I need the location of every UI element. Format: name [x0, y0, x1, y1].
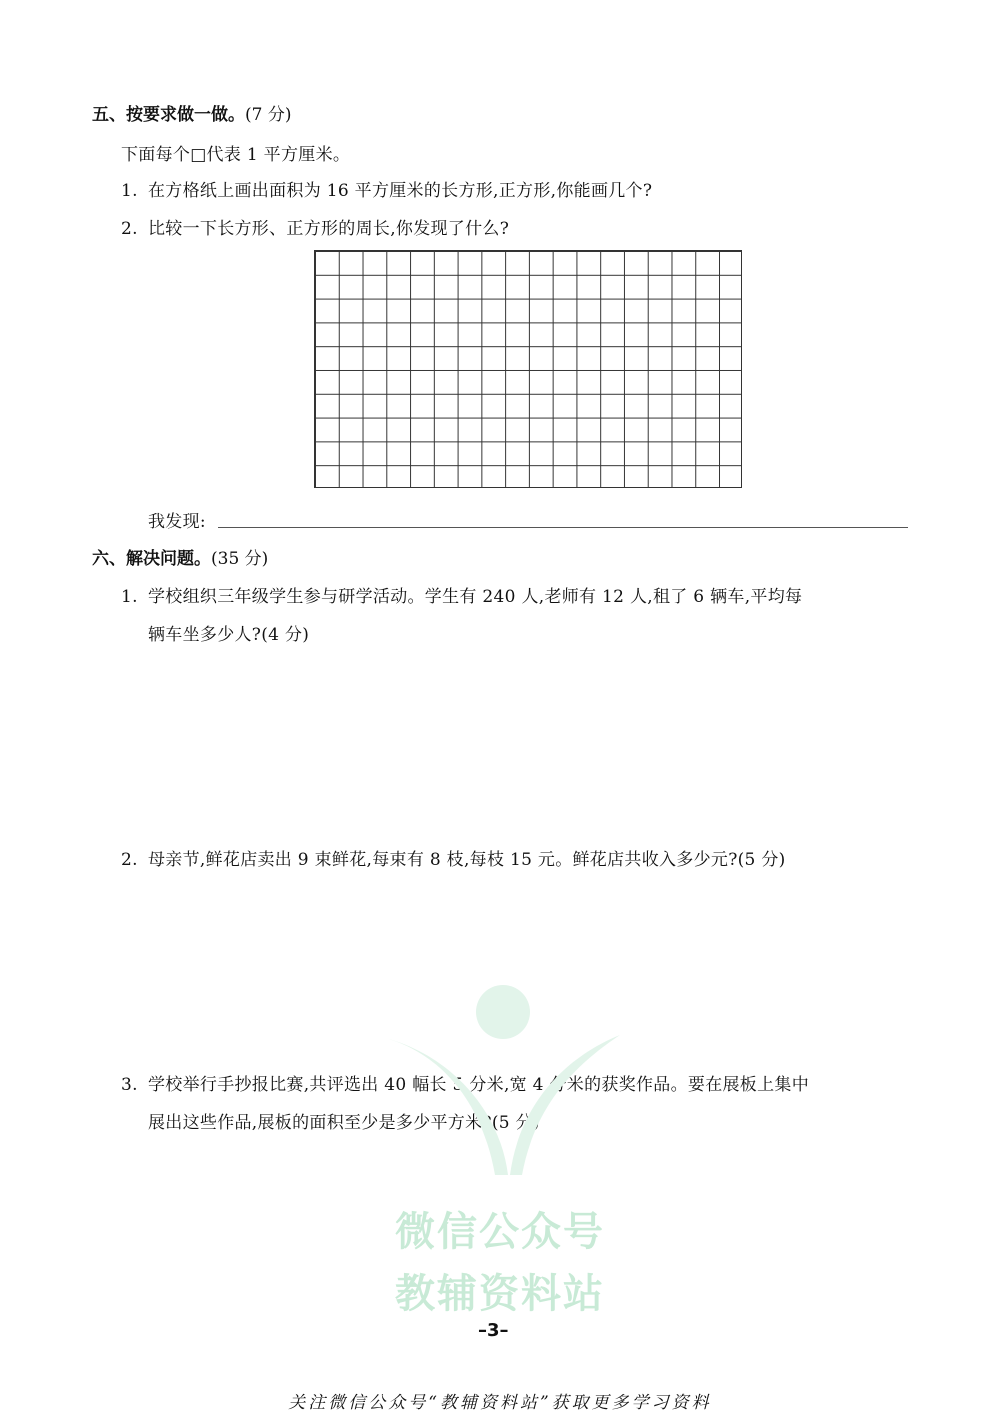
footer-note: 关注微信公众号“教辅资料站”获取更多学习资料	[288, 1393, 712, 1413]
question-text-line1: 母亲节,鲜花店卖出 9 束鲜花,每束有 8 枝,每枝 15 元。鲜花店共收入多少元?(5 分)	[148, 850, 786, 870]
question-6-1-line2: 辆车坐多少人?(4 分)	[148, 625, 310, 645]
watermark-line-1: 微信公众号	[395, 1209, 605, 1255]
square-grid-paper[interactable]	[314, 250, 742, 488]
section-5-heading	[92, 100, 291, 125]
watermark-line-2: 教辅资料站	[395, 1271, 605, 1317]
discover-answer-line[interactable]	[218, 527, 908, 528]
section-6-heading	[92, 544, 268, 569]
question-number: 3.	[121, 1075, 138, 1095]
question-6-2	[121, 845, 786, 870]
question-text: 在方格纸上画出面积为 16 平方厘米的长方形,正方形,你能画几个?	[148, 181, 653, 201]
question-6-1	[121, 582, 802, 607]
watermark	[370, 980, 630, 1317]
section-6-points: (35 分)	[211, 549, 269, 569]
question-text-line1: 学校举行手抄报比赛,共评选出 40 幅长 5 分米,宽 4 分米的获奖作品。要在展板上集中	[148, 1075, 809, 1095]
question-number: 2.	[121, 219, 138, 239]
question-text: 比较一下长方形、正方形的周长,你发现了什么?	[148, 219, 510, 239]
question-text-line1: 学校组织三年级学生参与研学活动。学生有 240 人,老师有 12 人,租了 6 辆车,平均每	[148, 587, 803, 607]
question-6-3-line2: 展出这些作品,展板的面积至少是多少平方米?(5 分)	[148, 1113, 540, 1133]
watermark-logo-icon	[370, 980, 630, 1180]
question-5-1	[121, 176, 652, 201]
page-number: –3–	[478, 1320, 509, 1341]
section-5-intro: 下面每个□代表 1 平方厘米。	[121, 145, 351, 165]
question-number: 1.	[121, 587, 138, 607]
section-5-title: 五、按要求做一做。	[92, 105, 245, 125]
discover-label: 我发现:	[148, 512, 206, 532]
section-6-title: 六、解决问题。	[92, 549, 211, 569]
question-5-2	[121, 214, 509, 239]
question-number: 2.	[121, 850, 138, 870]
question-number: 1.	[121, 181, 138, 201]
section-5-points: (7 分)	[245, 105, 292, 125]
